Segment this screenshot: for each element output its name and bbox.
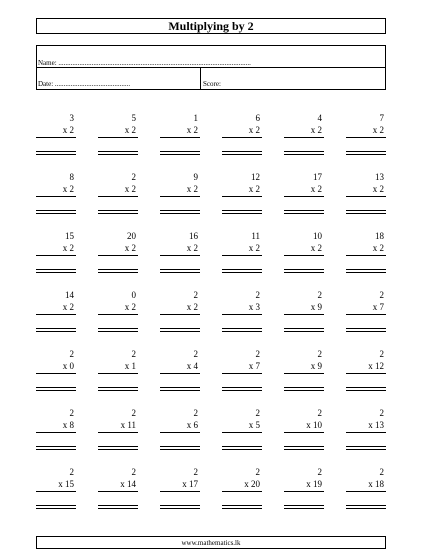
- problem-item: [284, 113, 324, 165]
- operation-rule: [346, 432, 386, 433]
- answer-rule-top: [160, 328, 200, 329]
- multiplicand: 2: [193, 408, 198, 418]
- name-field: Name: ..............................................................................................................: [38, 59, 251, 67]
- operation-rule: [160, 373, 200, 374]
- answer-rule-top: [346, 387, 386, 388]
- multiplier: x 1: [124, 361, 136, 371]
- answer-rule-top: [346, 269, 386, 270]
- answer-rule-bottom: [160, 331, 200, 332]
- multiplicand: 2: [255, 349, 260, 359]
- answer-rule-bottom: [346, 154, 386, 155]
- answer-rule-bottom: [98, 331, 138, 332]
- multiplicand: 2: [131, 408, 136, 418]
- answer-rule-top: [160, 151, 200, 152]
- answer-rule-top: [284, 328, 324, 329]
- answer-rule-bottom: [36, 508, 76, 509]
- multiplier: x 2: [124, 243, 136, 253]
- answer-rule-bottom: [98, 272, 138, 273]
- footer: [36, 536, 386, 549]
- name-row: [37, 46, 385, 68]
- multiplicand: 14: [65, 290, 74, 300]
- problem-item: [222, 408, 262, 460]
- problem-item: [284, 231, 324, 283]
- multiplicand: 3: [69, 113, 74, 123]
- answer-rule-top: [160, 505, 200, 506]
- multiplier: x 2: [372, 243, 384, 253]
- problem-item: [346, 349, 386, 401]
- problem-item: [346, 113, 386, 165]
- answer-rule-bottom: [98, 154, 138, 155]
- worksheet-title: [36, 18, 386, 34]
- operation-rule: [98, 255, 138, 256]
- multiplicand: 2: [317, 349, 322, 359]
- multiplier: x 2: [124, 302, 136, 312]
- problem-item: [284, 349, 324, 401]
- multiplicand: 12: [251, 172, 260, 182]
- multiplier: x 2: [62, 243, 74, 253]
- problem-item: [284, 467, 324, 519]
- operation-rule: [346, 255, 386, 256]
- problem-item: [160, 467, 200, 519]
- multiplicand: 17: [313, 172, 322, 182]
- problem-item: [36, 113, 76, 165]
- problem-item: [222, 231, 262, 283]
- answer-rule-bottom: [284, 154, 324, 155]
- problem-item: [98, 172, 138, 224]
- operation-rule: [284, 196, 324, 197]
- score-field: Score:: [203, 80, 221, 88]
- multiplicand: 2: [379, 349, 384, 359]
- answer-rule-bottom: [160, 449, 200, 450]
- answer-rule-top: [98, 505, 138, 506]
- problem-item: [284, 408, 324, 460]
- answer-rule-bottom: [346, 449, 386, 450]
- multiplicand: 2: [193, 290, 198, 300]
- multiplicand: 2: [69, 349, 74, 359]
- multiplier: x 2: [248, 125, 260, 135]
- multiplicand: 0: [131, 290, 136, 300]
- multiplicand: 15: [65, 231, 74, 241]
- answer-rule-top: [98, 387, 138, 388]
- multiplier: x 2: [310, 243, 322, 253]
- answer-rule-top: [36, 269, 76, 270]
- operation-rule: [98, 314, 138, 315]
- answer-rule-bottom: [346, 213, 386, 214]
- answer-rule-bottom: [284, 213, 324, 214]
- operation-rule: [36, 196, 76, 197]
- operation-rule: [346, 491, 386, 492]
- answer-rule-top: [36, 328, 76, 329]
- multiplicand: 2: [379, 467, 384, 477]
- multiplier: x 2: [372, 184, 384, 194]
- answer-rule-top: [160, 269, 200, 270]
- answer-rule-bottom: [222, 508, 262, 509]
- multiplier: x 2: [62, 184, 74, 194]
- operation-rule: [160, 314, 200, 315]
- answer-rule-bottom: [222, 272, 262, 273]
- problem-item: [222, 467, 262, 519]
- problem-item: [160, 172, 200, 224]
- operation-rule: [160, 137, 200, 138]
- multiplicand: 20: [127, 231, 136, 241]
- multiplier: x 7: [248, 361, 260, 371]
- answer-rule-top: [222, 151, 262, 152]
- footer-url: www.mathematics.lk: [181, 538, 241, 547]
- multiplier: x 2: [62, 125, 74, 135]
- problem-item: [36, 408, 76, 460]
- problem-item: [160, 113, 200, 165]
- multiplier: x 2: [248, 184, 260, 194]
- multiplier: x 20: [244, 479, 260, 489]
- multiplicand: 9: [193, 172, 198, 182]
- problem-item: [98, 290, 138, 342]
- answer-rule-top: [160, 210, 200, 211]
- operation-rule: [222, 373, 262, 374]
- multiplier: x 2: [310, 184, 322, 194]
- operation-rule: [222, 196, 262, 197]
- operation-rule: [36, 373, 76, 374]
- problem-item: [98, 231, 138, 283]
- operation-rule: [36, 137, 76, 138]
- multiplier: x 12: [368, 361, 384, 371]
- multiplicand: 5: [131, 113, 136, 123]
- operation-rule: [36, 491, 76, 492]
- answer-rule-bottom: [284, 272, 324, 273]
- answer-rule-bottom: [284, 331, 324, 332]
- answer-rule-bottom: [98, 508, 138, 509]
- multiplicand: 2: [379, 408, 384, 418]
- multiplier: x 17: [182, 479, 198, 489]
- operation-rule: [284, 137, 324, 138]
- operation-rule: [346, 196, 386, 197]
- problem-item: [222, 349, 262, 401]
- answer-rule-bottom: [36, 331, 76, 332]
- multiplicand: 7: [379, 113, 384, 123]
- operation-rule: [160, 432, 200, 433]
- answer-rule-bottom: [284, 508, 324, 509]
- date-field: Date: ...........................................: [38, 80, 131, 88]
- multiplier: x 9: [310, 361, 322, 371]
- multiplicand: 4: [317, 113, 322, 123]
- student-info-box: [36, 45, 386, 90]
- problem-item: [346, 290, 386, 342]
- answer-rule-top: [98, 446, 138, 447]
- answer-rule-top: [284, 505, 324, 506]
- answer-rule-top: [284, 446, 324, 447]
- multiplicand: 10: [313, 231, 322, 241]
- problem-item: [36, 172, 76, 224]
- answer-rule-bottom: [346, 331, 386, 332]
- answer-rule-top: [284, 269, 324, 270]
- operation-rule: [160, 491, 200, 492]
- problem-item: [222, 172, 262, 224]
- operation-rule: [160, 196, 200, 197]
- answer-rule-top: [98, 210, 138, 211]
- multiplier: x 2: [124, 184, 136, 194]
- answer-rule-bottom: [160, 272, 200, 273]
- multiplicand: 2: [379, 290, 384, 300]
- problem-item: [36, 290, 76, 342]
- operation-rule: [222, 137, 262, 138]
- answer-rule-bottom: [160, 154, 200, 155]
- answer-rule-top: [36, 151, 76, 152]
- multiplier: x 15: [58, 479, 74, 489]
- answer-rule-bottom: [98, 390, 138, 391]
- problem-item: [36, 349, 76, 401]
- multiplicand: 13: [375, 172, 384, 182]
- problem-item: [98, 349, 138, 401]
- answer-rule-top: [346, 151, 386, 152]
- multiplicand: 2: [255, 467, 260, 477]
- answer-rule-top: [284, 210, 324, 211]
- multiplicand: 2: [69, 408, 74, 418]
- problem-item: [284, 172, 324, 224]
- operation-rule: [284, 314, 324, 315]
- answer-rule-top: [222, 387, 262, 388]
- operation-rule: [222, 255, 262, 256]
- operation-rule: [98, 137, 138, 138]
- operation-rule: [284, 432, 324, 433]
- operation-rule: [98, 373, 138, 374]
- problem-item: [160, 231, 200, 283]
- answer-rule-top: [346, 210, 386, 211]
- multiplier: x 13: [368, 420, 384, 430]
- multiplicand: 2: [255, 408, 260, 418]
- answer-rule-top: [222, 446, 262, 447]
- answer-rule-bottom: [222, 449, 262, 450]
- multiplier: x 6: [186, 420, 198, 430]
- problem-item: [346, 467, 386, 519]
- answer-rule-top: [284, 151, 324, 152]
- problem-item: [222, 290, 262, 342]
- multiplier: x 8: [62, 420, 74, 430]
- answer-rule-bottom: [284, 449, 324, 450]
- answer-rule-bottom: [346, 272, 386, 273]
- operation-rule: [346, 314, 386, 315]
- answer-rule-bottom: [222, 331, 262, 332]
- multiplier: x 4: [186, 361, 198, 371]
- operation-rule: [346, 373, 386, 374]
- operation-rule: [284, 491, 324, 492]
- multiplier: x 11: [120, 420, 136, 430]
- multiplier: x 7: [372, 302, 384, 312]
- answer-rule-bottom: [36, 213, 76, 214]
- answer-rule-top: [222, 210, 262, 211]
- answer-rule-top: [98, 328, 138, 329]
- multiplier: x 18: [368, 479, 384, 489]
- worksheet-title-text: Multiplying by 2: [168, 18, 254, 33]
- multiplier: x 0: [62, 361, 74, 371]
- multiplicand: 11: [251, 231, 260, 241]
- answer-rule-bottom: [222, 213, 262, 214]
- multiplicand: 2: [255, 290, 260, 300]
- multiplier: x 5: [248, 420, 260, 430]
- multiplier: x 2: [186, 125, 198, 135]
- answer-rule-top: [346, 328, 386, 329]
- answer-rule-bottom: [346, 390, 386, 391]
- answer-rule-bottom: [222, 154, 262, 155]
- answer-rule-top: [222, 328, 262, 329]
- multiplier: x 2: [372, 125, 384, 135]
- answer-rule-top: [346, 446, 386, 447]
- multiplicand: 2: [193, 467, 198, 477]
- problem-item: [36, 231, 76, 283]
- answer-rule-top: [222, 269, 262, 270]
- answer-rule-bottom: [160, 390, 200, 391]
- problem-item: [160, 349, 200, 401]
- multiplier: x 2: [124, 125, 136, 135]
- multiplicand: 2: [131, 349, 136, 359]
- answer-rule-bottom: [160, 213, 200, 214]
- problem-item: [222, 113, 262, 165]
- operation-rule: [222, 314, 262, 315]
- answer-rule-top: [36, 387, 76, 388]
- multiplier: x 2: [310, 125, 322, 135]
- problem-item: [346, 172, 386, 224]
- answer-rule-bottom: [98, 449, 138, 450]
- answer-rule-top: [36, 446, 76, 447]
- multiplicand: 2: [317, 408, 322, 418]
- operation-rule: [346, 137, 386, 138]
- multiplicand: 6: [255, 113, 260, 123]
- operation-rule: [284, 255, 324, 256]
- operation-rule: [36, 314, 76, 315]
- operation-rule: [36, 255, 76, 256]
- operation-rule: [222, 432, 262, 433]
- multiplier: x 2: [186, 184, 198, 194]
- answer-rule-top: [346, 505, 386, 506]
- multiplier: x 2: [248, 243, 260, 253]
- multiplicand: 2: [131, 467, 136, 477]
- multiplier: x 10: [306, 420, 322, 430]
- multiplicand: 1: [193, 113, 198, 123]
- operation-rule: [98, 491, 138, 492]
- answer-rule-bottom: [346, 508, 386, 509]
- multiplier: x 2: [186, 243, 198, 253]
- answer-rule-bottom: [36, 272, 76, 273]
- multiplicand: 2: [317, 290, 322, 300]
- answer-rule-bottom: [36, 390, 76, 391]
- multiplier: x 2: [62, 302, 74, 312]
- multiplicand: 18: [375, 231, 384, 241]
- multiplier: x 14: [120, 479, 136, 489]
- problem-item: [346, 231, 386, 283]
- multiplicand: 8: [69, 172, 74, 182]
- answer-rule-top: [36, 210, 76, 211]
- multiplicand: 2: [69, 467, 74, 477]
- answer-rule-top: [160, 387, 200, 388]
- multiplicand: 2: [193, 349, 198, 359]
- answer-rule-bottom: [36, 449, 76, 450]
- answer-rule-bottom: [36, 154, 76, 155]
- operation-rule: [98, 432, 138, 433]
- multiplicand: 2: [317, 467, 322, 477]
- answer-rule-bottom: [222, 390, 262, 391]
- problem-item: [98, 467, 138, 519]
- multiplier: x 3: [248, 302, 260, 312]
- operation-rule: [36, 432, 76, 433]
- answer-rule-top: [98, 269, 138, 270]
- problem-item: [160, 408, 200, 460]
- answer-rule-top: [98, 151, 138, 152]
- operation-rule: [160, 255, 200, 256]
- answer-rule-bottom: [160, 508, 200, 509]
- answer-rule-bottom: [284, 390, 324, 391]
- answer-rule-top: [36, 505, 76, 506]
- answer-rule-top: [284, 387, 324, 388]
- problem-item: [36, 467, 76, 519]
- problem-item: [98, 408, 138, 460]
- multiplier: x 2: [186, 302, 198, 312]
- answer-rule-top: [160, 446, 200, 447]
- answer-rule-bottom: [98, 213, 138, 214]
- answer-rule-top: [222, 505, 262, 506]
- operation-rule: [222, 491, 262, 492]
- multiplicand: 2: [131, 172, 136, 182]
- problem-item: [346, 408, 386, 460]
- problem-item: [98, 113, 138, 165]
- operation-rule: [98, 196, 138, 197]
- multiplicand: 16: [189, 231, 198, 241]
- operation-rule: [284, 373, 324, 374]
- problem-item: [160, 290, 200, 342]
- multiplier: x 19: [306, 479, 322, 489]
- multiplier: x 9: [310, 302, 322, 312]
- problem-item: [284, 290, 324, 342]
- date-score-divider: [200, 68, 201, 89]
